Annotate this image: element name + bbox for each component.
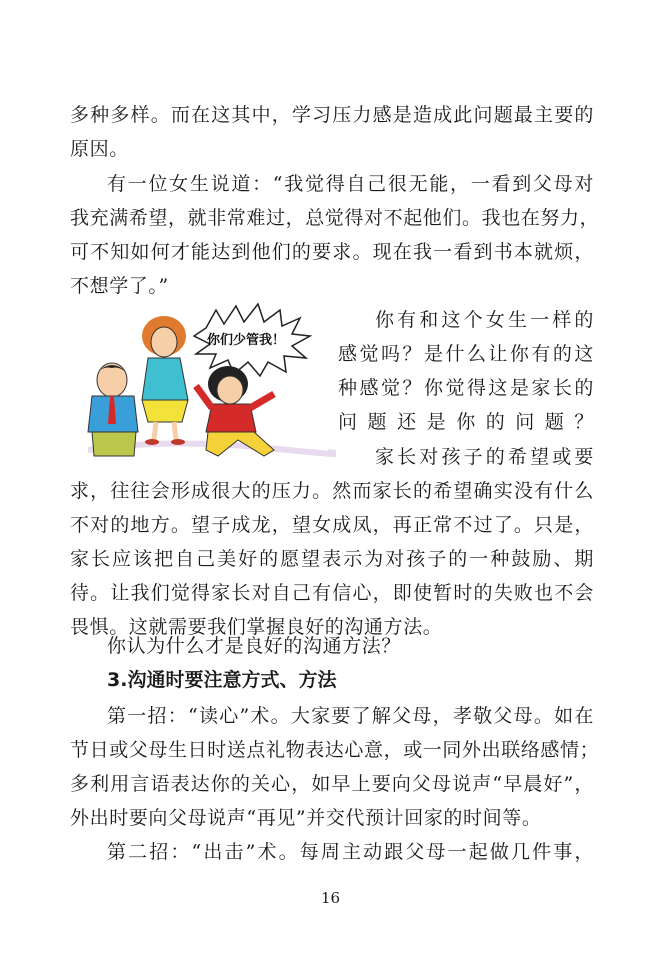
body-line-9: 家长应该把自己美好的愿望表示为对孩子的一种鼓励、期 [70, 548, 594, 570]
side-line-5: 家长对孩子的希望或要 [375, 446, 594, 468]
body-line-1: 多种多样。而在这其中，学习压力感是造成此问题最主要的 [70, 104, 594, 126]
body-line-2: 原因。 [70, 138, 129, 160]
body-line-7: 求，往往会形成很大的压力。然而家长的希望确实没有什么 [70, 480, 594, 502]
father-figure [88, 363, 138, 456]
question-line: 你认为什么才是良好的沟通方法？ [107, 635, 402, 657]
parents-scolding-girl-illustration [78, 300, 336, 462]
body-line-12: 第一招：“读心”术。大家要了解父母，孝敬父母。如在 [107, 705, 594, 727]
body-line-4: 我充满希望，就非常难过，总觉得对不起他们。我也在努力， [70, 207, 600, 229]
body-line-11: 畏惧。这就需要我们掌握良好的沟通方法。 [70, 616, 443, 638]
body-line-16: 第二招：“出击”术。每周主动跟父母一起做几件事， [107, 841, 594, 863]
body-line-13: 节日或父母生日时送点礼物表达心意，或一同外出联络感情； [70, 739, 600, 761]
body-line-3: 有一位女生说道：“我觉得自己很无能，一看到父母对 [107, 173, 594, 195]
page-number: 16 [320, 889, 341, 907]
side-line-3: 种感觉？你觉得这是家长的 [338, 377, 594, 399]
section-heading: 3.沟通时要注意方式、方法 [107, 669, 337, 691]
girl-figure [196, 366, 274, 456]
side-line-2: 感觉吗？是什么让你有的这 [338, 343, 594, 365]
body-line-8: 不对的地方。望子成龙，望女成凤，再正常不过了。只是， [70, 514, 594, 536]
mother-figure [142, 316, 188, 445]
body-line-15: 外出时要向父母说声“再见”并交代预计回家的时间等。 [70, 807, 542, 829]
body-line-6: 不想学了。” [70, 275, 169, 297]
speech-bubble [194, 304, 310, 376]
body-line-5: 可不知如何才能达到他们的要求。现在我一看到书本就烦， [70, 241, 594, 263]
body-line-14: 多利用言语表达你的关心，如早上要向父母说声“早晨好”， [70, 773, 594, 795]
body-line-10: 待。让我们觉得家长对自己有信心，即使暂时的失败也不会 [70, 582, 594, 604]
side-line-4: 问题还是你的问题？ [338, 411, 594, 433]
speech-bubble-text: 你们少管我！ [206, 333, 286, 348]
side-line-1: 你有和这个女生一样的 [375, 309, 594, 331]
